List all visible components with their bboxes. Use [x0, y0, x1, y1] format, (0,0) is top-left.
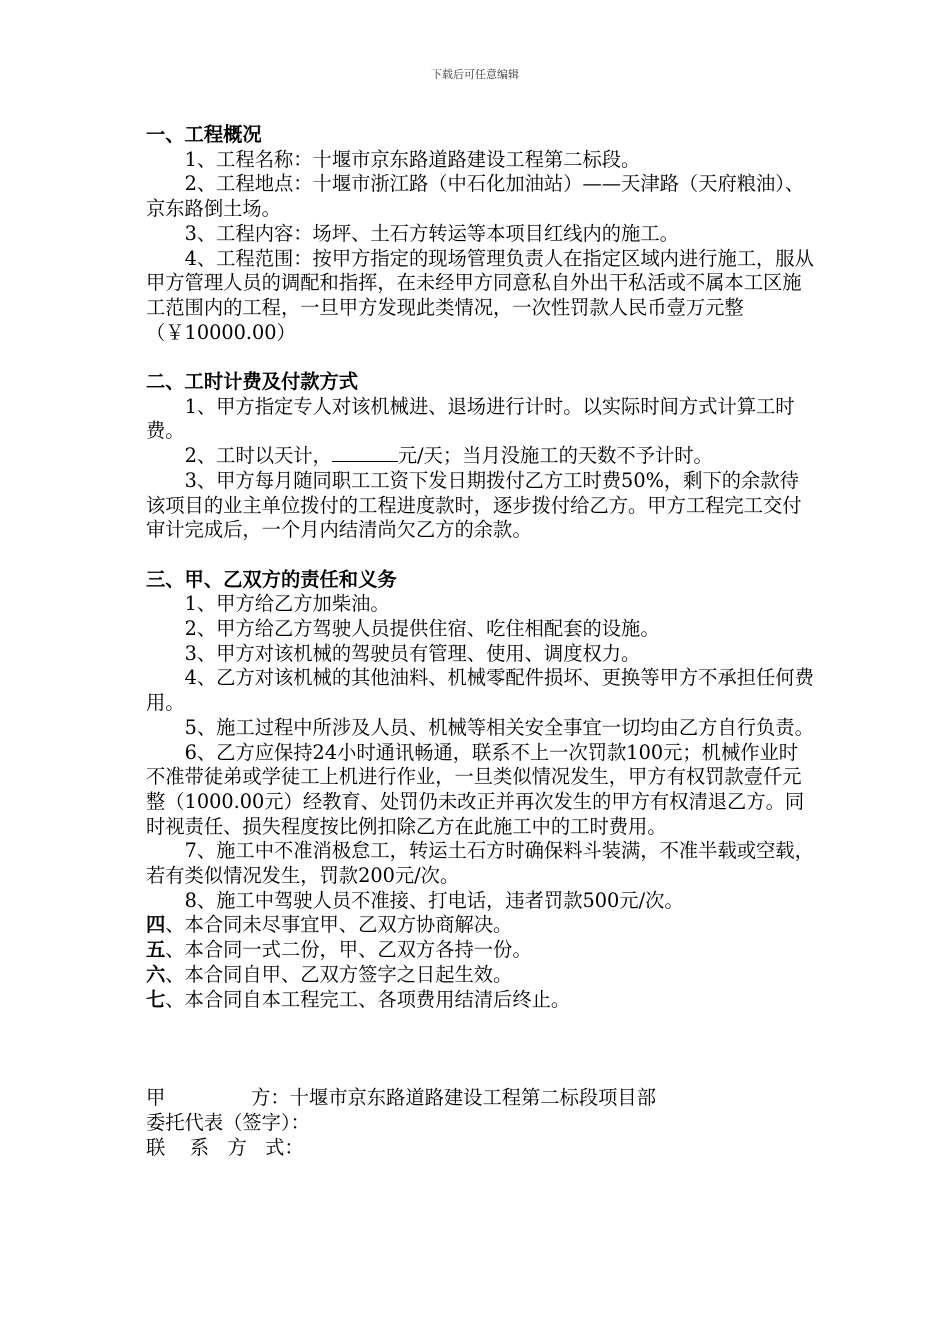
signature-party-a: 甲 方：十堰市京东路道路建设工程第二标段项目部	[146, 1086, 656, 1110]
section-3-title: 三、甲、乙双方的责任和义务	[146, 567, 397, 591]
section-2-title: 二、工时计费及付款方式	[146, 370, 359, 394]
s3-item-7: 7、施工中不准消极怠工，转运土石方时确保料斗装满，不准半载或空载，若有类似情况发生，罚款200元/次。	[146, 839, 814, 888]
s3-item-5: 5、施工过程中所涉及人员、机械等相关安全事宜一切均由乙方自行负责。	[184, 715, 814, 739]
s3-item-2: 2、甲方给乙方驾驶人员提供住宿、吃住相配套的设施。	[184, 617, 660, 641]
s2-item-1: 1、甲方指定专人对该机械进、退场进行计时。以实际时间方式计算工时费。	[146, 394, 795, 443]
signature-representative: 委托代表（签字）：	[146, 1110, 310, 1134]
s3-item-8: 8、施工中驾驶人员不准接、打电话，违者罚款500元/次。	[184, 888, 684, 912]
s1-item-1: 1、工程名称：十堰市京东路道路建设工程第二标段。	[184, 147, 641, 171]
s1-item-4: 4、工程范围：按甲方指定的现场管理负责人在指定区域内进行施工，服从甲方管理人员的调配和指挥，在未经甲方同意私自外出干私活或不属本工区施工范围内的工程，一旦甲方发现此类情况，一次性罚款人民币壹万元整（￥10000.00）	[146, 246, 814, 344]
rate-blank	[332, 444, 398, 462]
s3-item-3: 3、甲方对该机械的驾驶员有管理、使用、调度权力。	[184, 641, 641, 665]
section-1-title: 一、工程概况	[146, 123, 262, 146]
s2-item-2: 2、工时以天计， 元/天；当月没施工的天数不予计时。	[184, 444, 713, 468]
signature-contact: 联 系 方 式：	[146, 1135, 304, 1159]
section-6: 六、本合同自甲、乙双方签字之日起生效。	[146, 962, 513, 986]
s3-item-1: 1、甲方给乙方加柴油。	[184, 592, 390, 616]
s1-item-3: 3、工程内容：场坪、土石方转运等本项目红线内的施工。	[184, 221, 679, 245]
s3-item-4: 4、乙方对该机械的其他油料、机械零配件损坏、更换等甲方不承担任何费用。	[146, 666, 814, 715]
s2-item-3: 3、甲方每月随同职工工资下发日期拨付乙方工时费50%，剩下的余款待该项目的业主单位拨付的工程进度款时，逐步拨付给乙方。甲方工程完工交付审计完成后，一个月内结清尚欠乙方的余款。	[146, 468, 802, 542]
section-7: 七、本合同自本工程完工、各项费用结清后终止。	[146, 987, 571, 1011]
s1-item-2: 2、工程地点：十堰市浙江路（中石化加油站）——天津路（天府粮油）、京东路倒土场。	[146, 172, 805, 221]
s3-item-6: 6、乙方应保持24小时通讯畅通，联系不上一次罚款100元；机械作业时不准带徒弟或学徒工上机进行作业，一旦类似情况发生，甲方有权罚款壹仟元整（1000.00元）经教育、处罚仍未改正并再次发生的甲方有权清退乙方。同时视责任、损失程度按比例扣除乙方在此施工中的工时费用。	[146, 740, 805, 838]
section-5: 五、本合同一式二份，甲、乙双方各持一份。	[146, 938, 532, 962]
page-header: 下载后可任意编辑	[431, 68, 519, 81]
contract-body	[146, 123, 816, 1160]
section-4: 四、本合同未尽事宜甲、乙双方协商解决。	[146, 913, 513, 937]
